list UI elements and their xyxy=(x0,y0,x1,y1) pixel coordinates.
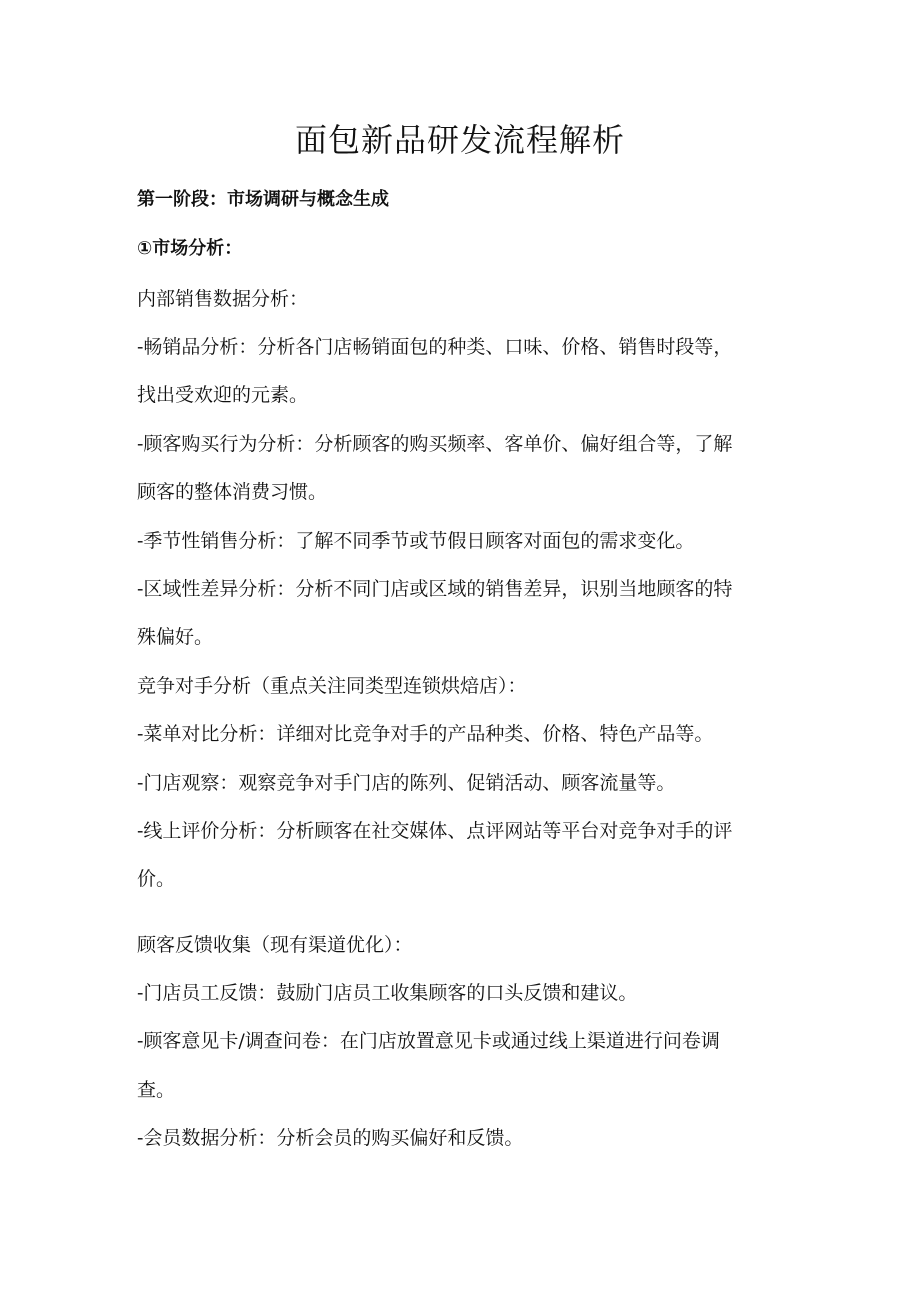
paragraph-line: -门店员工反馈：鼓励门店员工收集顾客的口头反馈和建议。 xyxy=(137,982,638,1004)
paragraph-line: -顾客意见卡/调查问卷：在门店放置意见卡或通过线上渠道进行问卷调 xyxy=(137,1030,720,1052)
paragraph-line: -区域性差异分析：分析不同门店或区域的销售差异，识别当地顾客的特 xyxy=(137,578,733,600)
subsection-heading-competitors: 竞争对手分析（重点关注同类型连锁烘焙店）： xyxy=(137,675,527,697)
paragraph-line: -会员数据分析：分析会员的购买偏好和反馈。 xyxy=(137,1127,524,1149)
paragraph-line: 找出受欢迎的元素。 xyxy=(137,384,309,406)
paragraph-line: -线上评价分析：分析顾客在社交媒体、点评网站等平台对竞争对手的评 xyxy=(137,820,733,842)
paragraph-line: -门店观察：观察竞争对手门店的陈列、促销活动、顾客流量等。 xyxy=(137,772,676,794)
paragraph-line: 顾客的整体消费习惯。 xyxy=(137,481,328,503)
subsection-heading-internal-sales: 内部销售数据分析： xyxy=(137,288,309,310)
paragraph-line: -季节性销售分析：了解不同季节或节假日顾客对面包的需求变化。 xyxy=(137,530,695,552)
stage-heading: 第一阶段：市场调研与概念生成 xyxy=(137,189,389,210)
document-title: 面包新品研发流程解析 xyxy=(294,121,625,159)
subsection-heading-feedback: 顾客反馈收集（现有渠道优化）： xyxy=(137,934,413,956)
paragraph-line: -菜单对比分析：详细对比竞争对手的产品种类、价格、特色产品等。 xyxy=(137,723,714,745)
paragraph-line: -顾客购买行为分析：分析顾客的购买频率、客单价、偏好组合等，了解 xyxy=(137,433,733,455)
paragraph-line: 殊偏好。 xyxy=(137,626,214,648)
paragraph-line: 查。 xyxy=(137,1079,176,1101)
paragraph-line: -畅销品分析：分析各门店畅销面包的种类、口味、价格、销售时段等， xyxy=(137,336,733,358)
paragraph-line: 价。 xyxy=(137,868,176,890)
section-heading: ①市场分析： xyxy=(137,238,243,259)
